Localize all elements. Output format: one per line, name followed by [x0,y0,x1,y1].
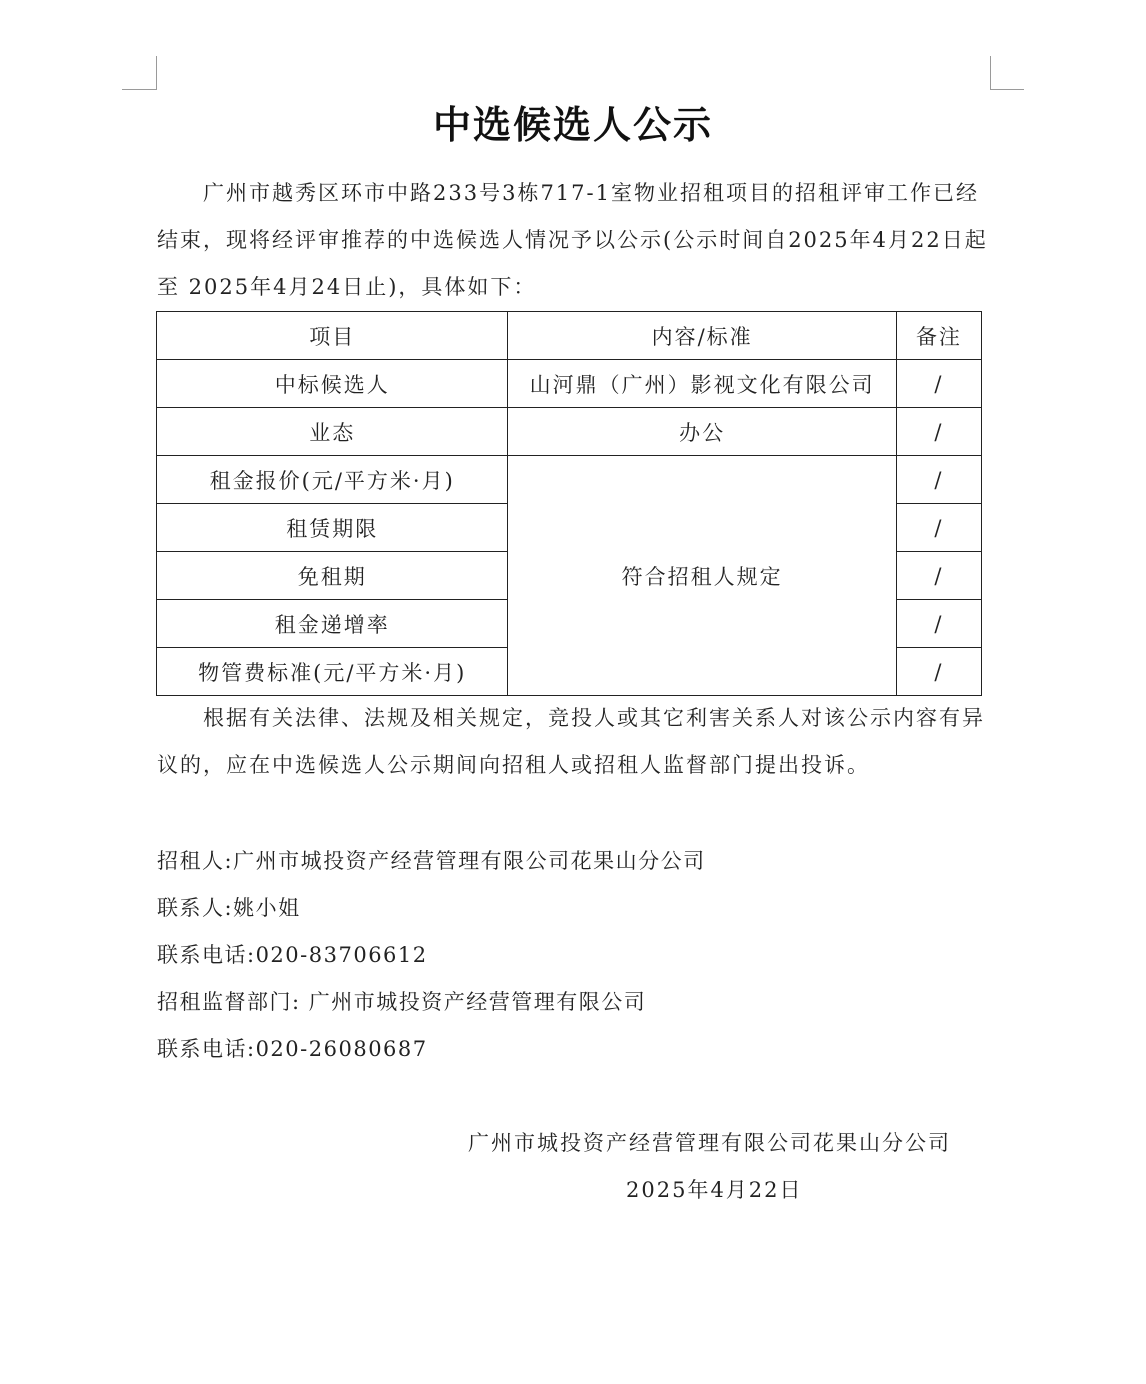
row-note: / [896,360,981,408]
row-content: 山河鼎（广州）影视文化有限公司 [508,360,896,408]
row-note: / [896,504,981,552]
supervisor-line: 招租监督部门: 广州市城投资产经营管理有限公司 [157,990,647,1014]
row-item: 租金报价(元/平方米·月) [157,456,508,504]
signature-company: 广州市城投资产经营管理有限公司花果山分公司 [468,1131,951,1155]
row-item: 免租期 [157,552,508,600]
page-title: 中选候选人公示 [432,103,713,147]
row-note: / [896,552,981,600]
contact-phone-line: 联系电话:020-83706612 [157,943,428,967]
table-row [157,456,982,504]
crop-mark [990,56,991,90]
candidate-table [156,311,982,696]
crop-mark [122,89,156,90]
table-row [157,360,982,408]
row-item: 物管费标准(元/平方米·月) [157,648,508,696]
row-note: / [896,648,981,696]
supervisor-phone-line: 联系电话:020-26080687 [157,1037,428,1061]
signature-date: 2025年4月22日 [626,1178,803,1202]
row-note: / [896,408,981,456]
header-item: 项目 [157,312,508,360]
row-note: / [896,600,981,648]
intro-paragraph: 广州市越秀区环市中路233号3栋717-1室物业招租项目的招租评审工作已经结束，现将经评审推荐的中选候选人情况予以公示(公示时间自2025年4月22日起至 2025年4月24日止)，具体如下： [157,181,988,299]
row-note: / [896,456,981,504]
row-item: 中标候选人 [157,360,508,408]
row-item: 租金递增率 [157,600,508,648]
header-note: 备注 [896,312,981,360]
table-header-row [157,312,982,360]
crop-mark [156,56,157,90]
contact-person-line: 联系人:姚小姐 [157,896,301,920]
objection-paragraph: 根据有关法律、法规及相关规定，竞投人或其它利害关系人对该公示内容有异议的，应在中选候选人公示期间向招租人或招租人监督部门提出投诉。 [157,706,985,777]
row-item: 租赁期限 [157,504,508,552]
row-item: 业态 [157,408,508,456]
merged-content: 符合招租人规定 [508,456,896,696]
row-content: 办公 [508,408,896,456]
table-row [157,408,982,456]
crop-mark [990,89,1024,90]
lessor-line: 招租人:广州市城投资产经营管理有限公司花果山分公司 [157,849,706,873]
header-content: 内容/标准 [508,312,896,360]
